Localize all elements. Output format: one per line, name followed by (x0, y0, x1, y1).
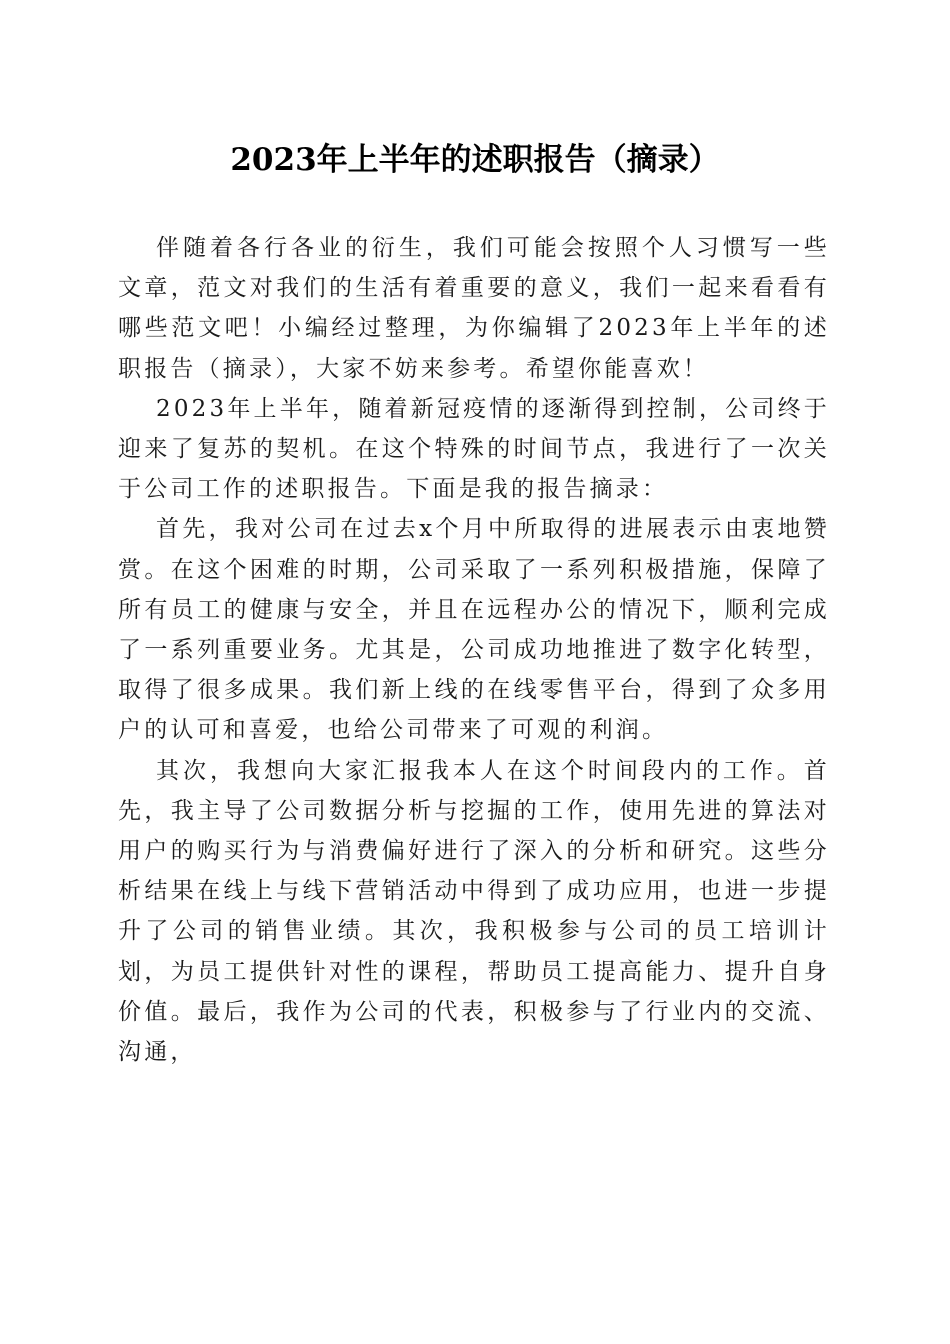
document-title: 2023年上半年的述职报告（摘录） (230, 142, 720, 178)
paragraph: 首先，我对公司在过去x个月中所取得的进展表示由衷地赞赏。在这个困难的时期，公司采取了一系列积极措施，保障了所有员工的健康与安全，并且在远程办公的情况下，顺利完成了一系列重要业务。尤其是，公司成功地推进了数字化转型，取得了很多成果。我们新上线的在线零售平台，得到了众多用户的认可和喜爱，也给公司带来了可观的利润。 (118, 516, 830, 744)
paragraph: 2023年上半年，随着新冠疫情的逐渐得到控制，公司终于迎来了复苏的契机。在这个特殊的时间节点，我进行了一次关于公司工作的述职报告。下面是我的报告摘录： (118, 395, 830, 503)
paragraph: 其次，我想向大家汇报我本人在这个时间段内的工作。首先，我主导了公司数据分析与挖掘的工作，使用先进的算法对用户的购买行为与消费偏好进行了深入的分析和研究。这些分析结果在线上与线下营销活动中得到了成功应用，也进一步提升了公司的销售业绩。其次，我积极参与公司的员工培训计划，为员工提供针对性的课程，帮助员工提高能力、提升自身价值。最后，我作为公司的代表，积极参与了行业内的交流、沟通， (118, 757, 830, 1066)
document-body (118, 228, 830, 1072)
paragraph: 伴随着各行各业的衍生，我们可能会按照个人习惯写一些文章，范文对我们的生活有着重要的意义，我们一起来看看有哪些范文吧！小编经过整理，为你编辑了2023年上半年的述职报告（摘录），大家不妨来参考。希望你能喜欢！ (118, 235, 830, 382)
